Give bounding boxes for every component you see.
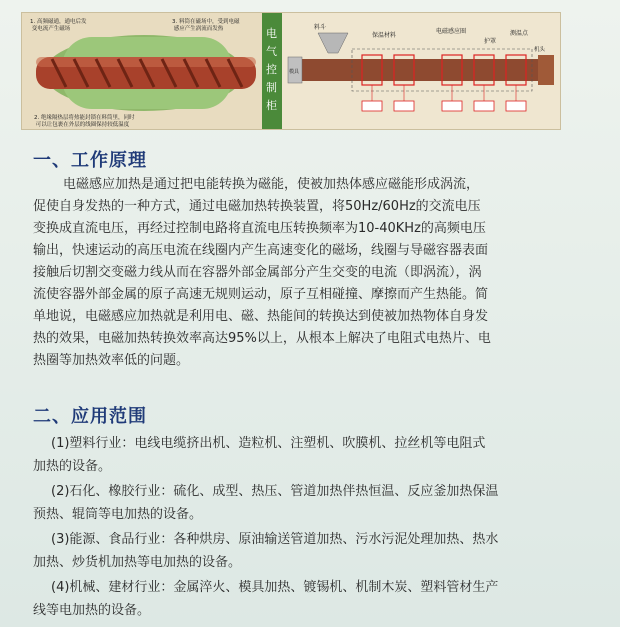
section1-line: 输出，快速运动的高压电流在线圈内产生高速变化的磁场，线圈与导磁容器表面 [33, 243, 489, 258]
section2-title: 二、应用范围 [33, 406, 147, 427]
cabinet-label [266, 26, 277, 112]
diagram-svg [22, 13, 560, 129]
section1-line: 热的效果，电磁加热转换效率高达95%以上，从根本上解决了电阻式电热片、电 [33, 331, 491, 346]
list-item-line: 预热、辊筒等电加热的设备。 [33, 507, 203, 522]
coil-label: 电磁感应圈 [436, 28, 467, 35]
cabinet-char-3: 制 [266, 81, 277, 94]
list-item [33, 480, 560, 526]
cover-label: 护罩 [484, 38, 497, 45]
list-item-line: 线等电加热的设备。 [33, 603, 151, 618]
label-line: 变电流产生磁场 [30, 26, 71, 32]
cabinet-char-2: 控 [266, 63, 277, 76]
list-item [33, 576, 560, 622]
controller-5 [506, 101, 526, 111]
barrel-highlight [36, 57, 256, 67]
section1-title: 一、工作原理 [33, 150, 147, 171]
label-line: 可以让包裹在外层的线圈保持较低温度 [34, 122, 130, 128]
thermocouple-label: 测温点 [510, 30, 529, 37]
list-item-line: 加热、炒货机加热等电加热的设备。 [33, 555, 242, 570]
controller-1 [362, 101, 382, 111]
list-item [33, 528, 560, 574]
induction-heating-diagram [21, 12, 561, 130]
controller-4 [474, 101, 494, 111]
label-top-left: 1. 高频磁通，通电后发 变电流产生磁场 [30, 19, 87, 32]
machine-head [538, 55, 554, 85]
insulation-label: 保温材料 [372, 32, 397, 39]
controller-3 [442, 101, 462, 111]
label-top-right: 3. 料筒在磁场中，受到电磁 感应产生涡流而发热 [172, 19, 240, 32]
list-item-line: (3)能源、食品行业：各种烘房、原油输送管道加热、污水污泥处理加热、热水 [51, 532, 499, 547]
list-item-line: 加热的设备。 [33, 459, 112, 474]
die-label: 模具 [289, 69, 300, 75]
head-label: 机头 [534, 47, 546, 53]
cabinet-char-4: 柜 [266, 99, 277, 112]
section1-line: 单地说，电磁感应加热就是利用电、磁、热能间的转换达到使被加热物体自身发 [33, 309, 489, 324]
hopper-label: 料斗 [314, 24, 327, 31]
controller-2 [394, 101, 414, 111]
section1-line: 促使自身发热的一种方式，通过电磁加热转换装置，将50Hz/60Hz的交流电压 [33, 199, 481, 214]
section1-line: 热圈等加热效率低的问题。 [33, 353, 190, 368]
list-item-line: (4)机械、建材行业：金属淬火、模具加热、镀锡机、机制木炭、塑料管材生产 [51, 580, 499, 595]
section1-line: 变换成直流电压，再经过控制电路将直流电压转换频率为10-40KHz的高频电压 [33, 221, 486, 236]
section1-body [33, 174, 560, 372]
section1-line: 接触后切割交变磁力线从而在容器外部金属部分产生交变的电流（即涡流），涡 [33, 265, 482, 280]
label-line: 感应产生涡流而发热 [172, 26, 224, 32]
list-item-line: (1)塑料行业：电线电缆挤出机、造粒机、注塑机、吹膜机、拉丝机等电阻式 [51, 436, 486, 451]
label-bottom: 2. 绝缘隔热层将热能封锁在料筒里，同时 可以让包裹在外层的线圈保持较低温度 [34, 115, 135, 128]
cabinet-char-1: 气 [266, 45, 277, 58]
list-item-line: (2)石化、橡胶行业：硫化、成型、热压、管道加热伴热恒温、反应釜加热保温 [51, 484, 499, 499]
schematic-barrel [302, 59, 538, 81]
cabinet-char-0: 电 [266, 27, 277, 40]
section1-line: 电磁感应加热是通过把电能转换为磁能，使被加热体感应磁能形成涡流， [63, 177, 480, 192]
section1-line: 流使容器外部金属的原子高速无规则运动，原子互相碰撞、摩擦而产生热能。简 [33, 287, 489, 302]
list-item [33, 432, 560, 478]
